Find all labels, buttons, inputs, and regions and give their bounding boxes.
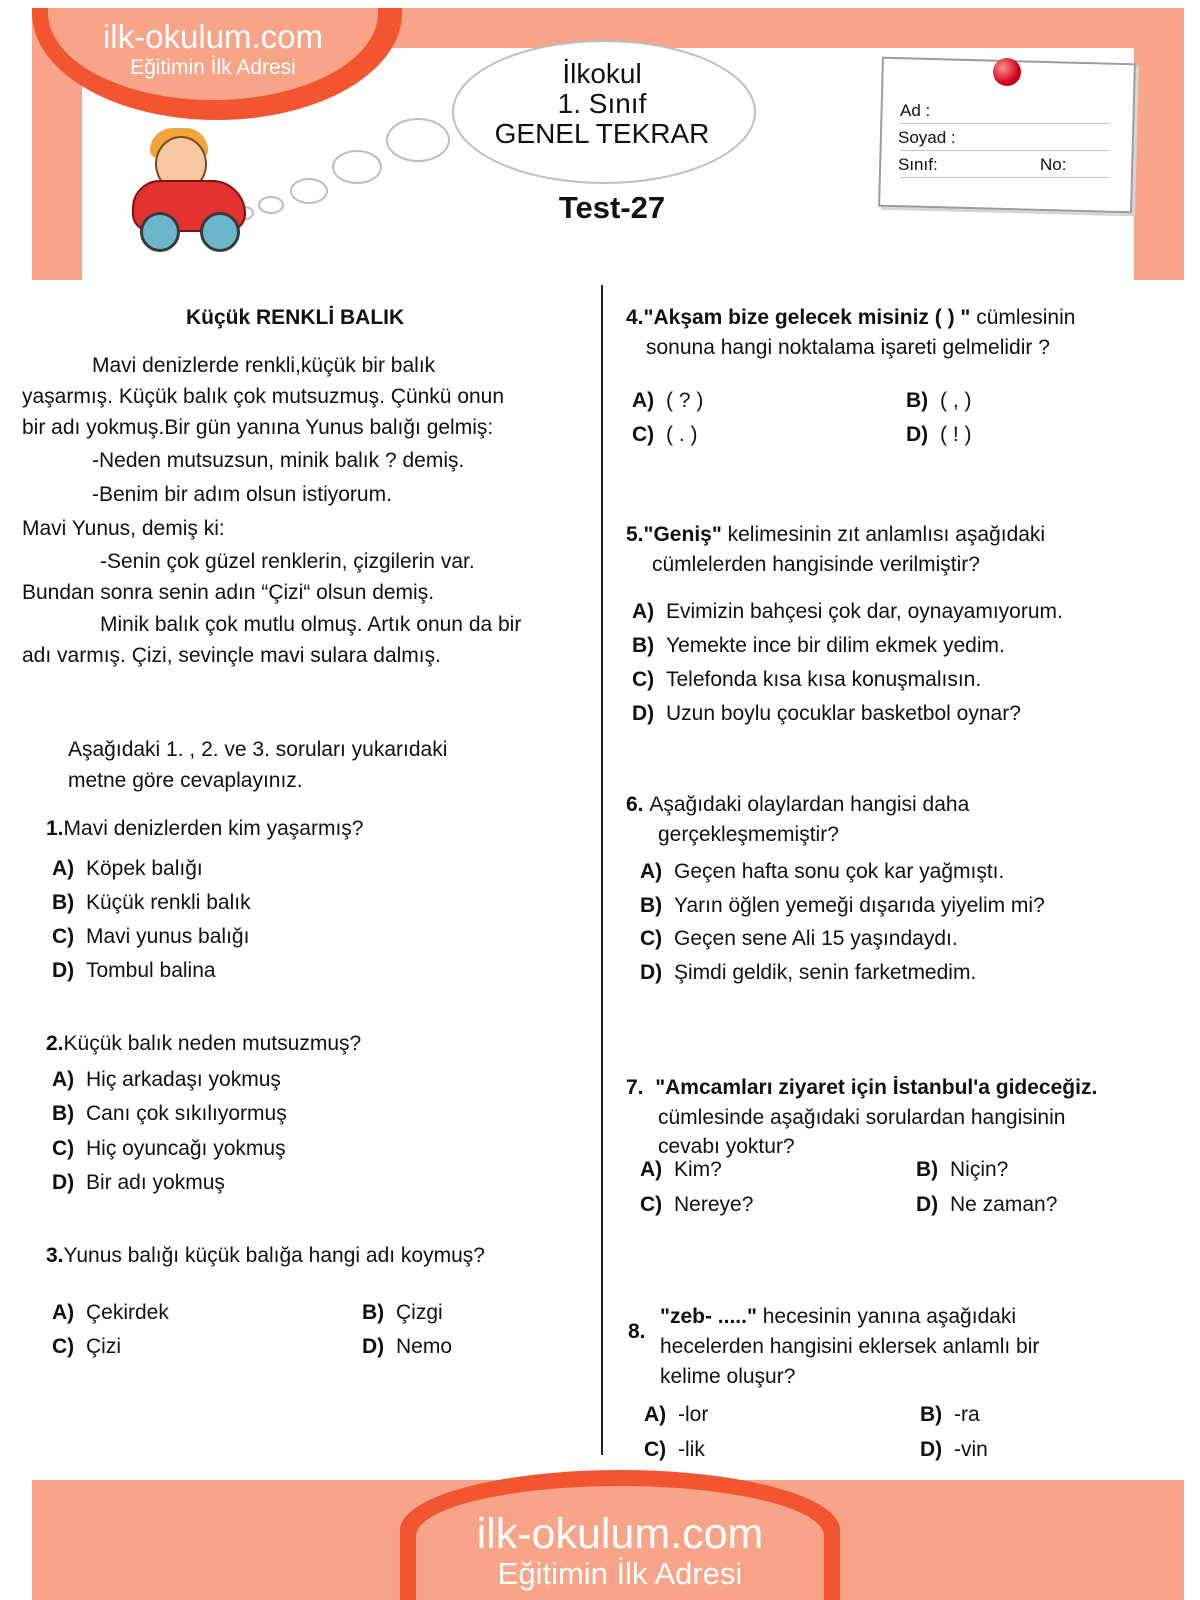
reading-line: -Neden mutsuzsun, minik balık ? demiş. <box>92 449 465 472</box>
option-text: Niçin? <box>950 1158 1009 1181</box>
question-sentence: "Akşam bize gelecek misiniz ( ) " <box>643 306 971 329</box>
option-b[interactable] <box>920 1399 980 1431</box>
option-c[interactable] <box>632 664 981 696</box>
option-letter: B) <box>632 634 655 657</box>
option-letter: C) <box>644 1438 667 1461</box>
test-title: Test-27 <box>558 190 666 225</box>
option-text: Hiç arkadaşı yokmuş <box>86 1068 281 1091</box>
question-sentence: "Amcamları ziyaret için İstanbul'a gideceğiz. <box>655 1076 1098 1099</box>
class-line <box>900 177 1110 178</box>
option-text: Çizi <box>86 1335 121 1358</box>
option-d[interactable] <box>632 698 1021 730</box>
reading-line: Mavi Yunus, demiş ki: <box>22 517 225 540</box>
reading-line: bir adı yokmuş.Bir gün yanına Yunus balığı gelmiş: <box>22 416 494 439</box>
instruction-text: metne göre cevaplayınız. <box>68 769 303 792</box>
option-letter: D) <box>632 702 655 725</box>
option-text: Geçen sene Ali 15 yaşındaydı. <box>674 927 958 950</box>
option-a[interactable] <box>52 1297 169 1329</box>
instruction-text: Aşağıdaki 1. , 2. ve 3. soruları yukarıdaki <box>68 738 448 761</box>
column-divider <box>601 285 603 1455</box>
reading-line: Bundan sonra senin adın “Çizi“ olsun demiş. <box>22 581 435 604</box>
option-d[interactable] <box>906 419 972 451</box>
surname-label: Soyad : <box>898 128 956 147</box>
question-text: Aşağıdaki olaylardan hangisi daha <box>649 793 970 816</box>
question-1 <box>46 813 363 845</box>
option-letter: A) <box>52 1068 75 1091</box>
logo-slogan: Eğitimin İlk Adresi <box>130 56 296 79</box>
surname-line <box>900 150 1110 151</box>
option-d[interactable] <box>640 957 976 989</box>
option-text: Köpek balığı <box>86 857 203 880</box>
question-text: hecesinin yanına aşağıdaki <box>756 1305 1017 1328</box>
reading-line: Mavi denizlerde renkli,küçük bir balık <box>92 354 436 377</box>
question-number: 4. <box>626 306 644 329</box>
reading-line: adı varmış. Çizi, sevinçle mavi sulara dalmış. <box>22 644 441 667</box>
reading-line: Minik balık çok mutlu olmuş. Artık onun da bir <box>100 613 522 636</box>
option-letter: C) <box>52 925 75 948</box>
question-keyword: "Geniş" <box>643 523 722 546</box>
option-text: Tombul balina <box>86 959 216 982</box>
question-text: Mavi denizlerden kim yaşarmış? <box>63 817 364 840</box>
footer-slogan: Eğitimin İlk Adresi <box>497 1556 743 1591</box>
option-text: -lik <box>678 1438 705 1461</box>
question-8-number: 8. <box>628 1320 646 1343</box>
option-d[interactable] <box>920 1434 988 1466</box>
option-text: Geçen hafta sonu çok kar yağmıştı. <box>674 860 1005 883</box>
question-text: cümlesinin <box>970 306 1076 329</box>
class-label: Sınıf: <box>898 155 938 174</box>
thought-bubble-medium <box>332 150 382 184</box>
thought-bubble-medium <box>290 178 328 204</box>
option-a[interactable] <box>632 385 703 417</box>
option-letter: A) <box>632 600 655 623</box>
option-a[interactable] <box>52 853 203 885</box>
reading-line: yaşarmış. Küçük balık çok mutsuzmuş. Çünkü onun <box>22 385 505 408</box>
option-text: Telefonda kısa kısa konuşmalısın. <box>666 668 982 691</box>
option-text: ( ! ) <box>940 423 972 446</box>
question-text: Küçük balık neden mutsuzmuş? <box>63 1032 362 1055</box>
question-7 <box>626 1072 1097 1104</box>
car-wheel-icon <box>200 212 240 252</box>
question-text: kelimesinin zıt anlamlısı aşağıdaki <box>721 523 1046 546</box>
option-c[interactable] <box>52 1331 121 1363</box>
question-3 <box>46 1240 485 1272</box>
option-b[interactable] <box>632 630 1005 662</box>
option-letter: B) <box>362 1301 385 1324</box>
reading-line: -Senin çok güzel renklerin, çizgilerin var. <box>100 550 475 573</box>
option-letter: B) <box>640 894 663 917</box>
option-c[interactable] <box>640 1189 753 1221</box>
question-8-line-3: kelime oluşur? <box>660 1365 796 1388</box>
logo-site-name: ilk-okulum.com <box>102 18 324 55</box>
question-8-line-2: hecelerden hangisini eklersek anlamlı bir <box>660 1335 1040 1358</box>
option-c[interactable] <box>52 921 249 953</box>
thought-bubble-large <box>386 118 450 162</box>
option-text: Uzun boylu çocuklar basketbol oynar? <box>666 702 1021 725</box>
option-text: Çizgi <box>396 1301 443 1324</box>
question-5 <box>626 519 1045 551</box>
option-text: Nereye? <box>674 1193 754 1216</box>
question-7-line-2: cümlesinde aşağıdaki sorulardan hangisinin <box>658 1106 1066 1129</box>
option-text: Yarın öğlen yemeği dışarıda yiyelim mi? <box>674 894 1045 917</box>
option-a[interactable] <box>640 1154 722 1186</box>
question-number: 7. <box>626 1076 644 1099</box>
question-4-line-2: sonuna hangi noktalama işareti gelmelidir ? <box>646 336 1050 359</box>
reading-line: -Benim bir adım olsun istiyorum. <box>92 483 392 506</box>
option-b[interactable] <box>906 385 972 417</box>
question-number: 3. <box>46 1244 64 1267</box>
option-letter: D) <box>52 1171 75 1194</box>
option-text: Hiç oyuncağı yokmuş <box>86 1137 286 1160</box>
option-c[interactable] <box>632 419 698 451</box>
question-6-line-2: gerçekleşmemiştir? <box>658 823 839 846</box>
option-letter: B) <box>920 1403 943 1426</box>
option-b[interactable] <box>640 890 1045 922</box>
question-number: 1. <box>46 817 64 840</box>
option-text: Mavi yunus balığı <box>86 925 250 948</box>
option-letter: A) <box>640 860 663 883</box>
option-text: Yemekte ince bir dilim ekmek yedim. <box>666 634 1005 657</box>
option-d[interactable] <box>362 1331 452 1363</box>
option-letter: A) <box>644 1403 667 1426</box>
option-b[interactable] <box>916 1154 1008 1186</box>
option-letter: A) <box>52 1301 75 1324</box>
option-b[interactable] <box>52 1098 287 1130</box>
option-letter: C) <box>632 668 655 691</box>
question-6 <box>626 789 969 821</box>
option-letter: A) <box>52 857 75 880</box>
option-letter: C) <box>52 1137 75 1160</box>
option-text: Küçük renkli balık <box>86 891 251 914</box>
question-text: Yunus balığı küçük balığa hangi adı koymuş? <box>63 1244 485 1267</box>
option-text: Evimizin bahçesi çok dar, oynayamıyorum. <box>666 600 1063 623</box>
option-text: Nemo <box>396 1335 453 1358</box>
option-text: Çekirdek <box>86 1301 169 1324</box>
name-line <box>900 123 1110 124</box>
option-b[interactable] <box>362 1297 443 1329</box>
option-letter: B) <box>52 891 75 914</box>
question-5-line-2: cümlelerden hangisinde verilmiştir? <box>652 553 980 576</box>
question-7-line-3: cevabı yoktur? <box>658 1135 795 1158</box>
option-text: Canı çok sıkılıyormuş <box>86 1102 287 1125</box>
option-c[interactable] <box>640 923 958 955</box>
option-letter: C) <box>640 1193 663 1216</box>
pushpin-icon <box>993 58 1021 86</box>
option-d[interactable] <box>52 955 216 987</box>
option-letter: D) <box>52 959 75 982</box>
option-b[interactable] <box>52 887 251 919</box>
option-letter: D) <box>916 1193 939 1216</box>
option-letter: A) <box>632 389 655 412</box>
option-letter: B) <box>916 1158 939 1181</box>
footer-site-name[interactable]: ilk-okulum.com <box>476 1510 764 1558</box>
option-a[interactable] <box>632 596 1063 628</box>
option-letter: C) <box>52 1335 75 1358</box>
option-letter: D) <box>640 961 663 984</box>
option-text: -vin <box>954 1438 988 1461</box>
option-d[interactable] <box>916 1189 1057 1221</box>
question-4 <box>626 302 1075 334</box>
thought-bubble-small <box>258 196 284 214</box>
option-letter: B) <box>52 1102 75 1125</box>
option-letter: D) <box>920 1438 943 1461</box>
option-c[interactable] <box>52 1133 286 1165</box>
level-label: İlkokul <box>562 58 642 89</box>
car-wheel-icon <box>140 212 180 252</box>
subject-label: GENEL TEKRAR <box>494 118 710 149</box>
question-number: 2. <box>46 1032 64 1055</box>
option-a[interactable] <box>640 856 1004 888</box>
name-label: Ad : <box>900 101 931 120</box>
option-text: ( , ) <box>940 389 972 412</box>
option-text: -lor <box>678 1403 709 1426</box>
option-letter: D) <box>362 1335 385 1358</box>
option-letter: D) <box>906 423 929 446</box>
option-a[interactable] <box>644 1399 708 1431</box>
reading-title: Küçük RENKLİ BALIK <box>186 306 405 329</box>
number-label: No: <box>1040 155 1067 174</box>
option-letter: A) <box>640 1158 663 1181</box>
option-d[interactable] <box>52 1167 225 1199</box>
question-8 <box>660 1301 1016 1333</box>
option-c[interactable] <box>644 1434 705 1466</box>
option-text: Şimdi geldik, senin farketmedim. <box>674 961 977 984</box>
question-keyword: "zeb- ....." <box>660 1305 757 1328</box>
option-letter: C) <box>632 423 655 446</box>
option-letter: C) <box>640 927 663 950</box>
question-number: 5. <box>626 523 644 546</box>
question-number: 6. <box>626 793 644 816</box>
question-2 <box>46 1028 361 1060</box>
option-text: Kim? <box>674 1158 722 1181</box>
option-text: Ne zaman? <box>950 1193 1058 1216</box>
option-text: Bir adı yokmuş <box>86 1171 225 1194</box>
option-a[interactable] <box>52 1064 281 1096</box>
grade-label: 1. Sınıf <box>557 88 647 119</box>
option-letter: B) <box>906 389 929 412</box>
option-text: -ra <box>954 1403 980 1426</box>
option-text: ( . ) <box>666 423 698 446</box>
option-text: ( ? ) <box>666 389 704 412</box>
